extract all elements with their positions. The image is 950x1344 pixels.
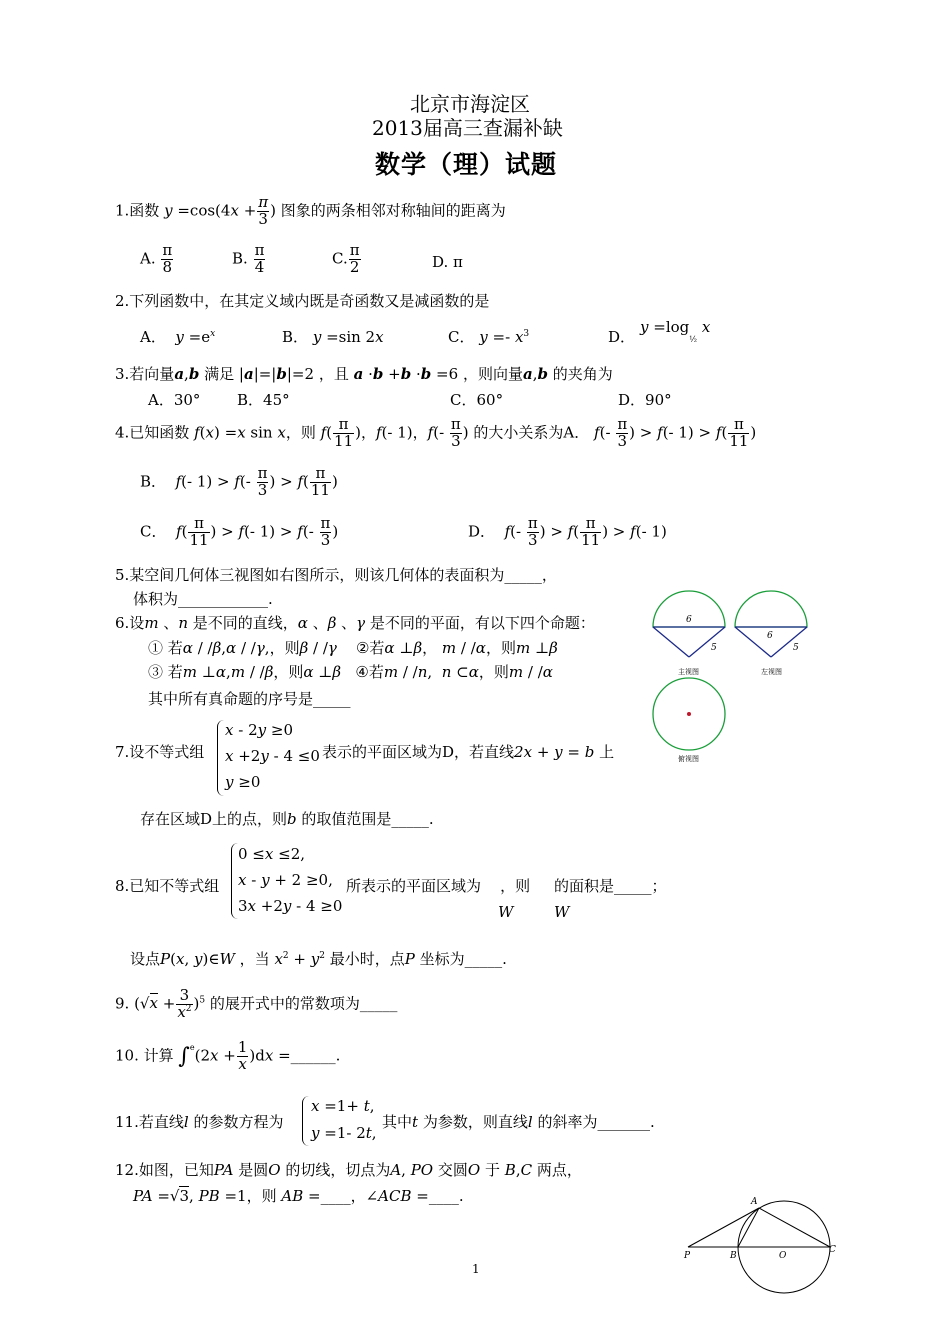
q8-brace (231, 843, 238, 919)
q3-option-a: A．30° (148, 391, 201, 409)
q7-label: 7.设不等式组 (115, 743, 205, 761)
page-number: 1 (472, 1262, 480, 1276)
q8-label: 8.已知不等式组 (115, 877, 220, 895)
front-view-label: 主视图 (678, 668, 699, 676)
q7-brace (217, 720, 224, 796)
q8-ineq-1: 0 ≤x ≤2, (238, 845, 306, 863)
q11-eq-1: x =1+ t, (311, 1097, 375, 1115)
q7-ineq-3: y ≥0 (225, 773, 261, 791)
q2-option-d: D． (608, 328, 636, 346)
question-1: 1.函数 y =cos(4x + $\frac{\pi}{3}$ ) 图象的两条相邻对称轴间的距离为 (115, 193, 506, 228)
q8-ineq-3: 3x +2y - 4 ≥0 (238, 897, 343, 915)
point-b-label: B (730, 1251, 737, 1261)
point-a-label: A (751, 1197, 758, 1207)
question-12-line2: PA =√3, PB =1，则 AB =____，∠ACB =____. (133, 1187, 464, 1205)
q11-brace (302, 1096, 309, 1146)
q6-prop-1-2: ① 若α / /β,α / /γ,，则β / /γ ②若α ⊥β， m / /α，则m ⊥β (148, 639, 558, 657)
district: 北京市海淀区 (410, 92, 530, 116)
q1-option-a: A. $\frac{\pi}{8}$ (140, 241, 173, 276)
question-5-line1: 5.某空间几何体三视图如右图所示，则该几何体的表面积为_____， (115, 566, 557, 584)
q6-prop-3-4: ③ 若m ⊥α,m / /β，则α ⊥β ④若m / /n, n ⊂α，则m / /α (148, 663, 553, 681)
q7-line2: 存在区域D上的点，则b 的取值范围是_____. (140, 810, 434, 828)
question-6: 6.设m 、n 是不同的直线，α 、β 、γ 是不同的平面，有以下四个命题： (115, 614, 595, 632)
question-12-line1: 12.如图，已知PA 是圆O 的切线，切点为A, PO 交圆O 于 B,C 两点， (115, 1161, 582, 1179)
q8-ineq-2: x - y + 2 ≥0, (238, 871, 333, 889)
q3-option-d: D．90° (618, 391, 672, 409)
q3-option-b: B．45° (237, 391, 290, 409)
q1-option-d: D. π (432, 253, 463, 271)
q3-option-c: C．60° (450, 391, 504, 409)
circle-tangent-figure (676, 1190, 846, 1295)
top-view (653, 678, 725, 763)
q11-eq-2: y =1- 2t, (311, 1124, 377, 1142)
side-slant-label: 5 (793, 643, 799, 653)
top-view-label: 俯视图 (678, 755, 699, 763)
q4-option-d: D． f(- $\frac{\pi}{3}$ ) > f( $\frac{\pi}{11}$ ) > f(- 1) (468, 514, 667, 549)
q2-option-d-formula: $y =\log_{\frac{1}{2}}$ x (640, 318, 711, 344)
question-9: 9. (√x + $\frac{3}{x^2}$ )$^5$ 的展开式中的常数项为_____ (115, 986, 398, 1021)
q2-option-a: A． $y =e^x$ (140, 328, 216, 346)
point-c-label: C (829, 1245, 836, 1255)
question-5-line2: 体积为____________. (133, 590, 273, 608)
q1-label: 1.函数 (115, 201, 160, 220)
question-4: 4.已知函数 f(x) =x sin x，则 f( $\frac{\pi}{11}$ )，f(- 1)，f(- $\frac{\pi}{3}$ ) 的大小关系为A． f(- $\frac{\pi}{3}$ ) > f(- 1) > f( $\frac{\pi}{11}$ ) (115, 415, 757, 450)
q7-text: 表示的平面区域为D，若直线2x + y = b 上 (322, 743, 615, 761)
q11-label: 11.若直线l 的参数方程为 (115, 1113, 284, 1131)
side-view-label: 左视图 (761, 668, 782, 676)
q8-region-2: W (554, 903, 570, 921)
point-o-label: O (779, 1251, 787, 1261)
edition: 2013届高三查漏补缺 (372, 116, 563, 140)
point-p-label: P (684, 1251, 691, 1261)
q1-option-c: C. $\frac{\pi}{2}$ (332, 241, 360, 276)
q1-text: 图象的两条相邻对称轴间的距离为 (280, 201, 506, 220)
front-view (653, 591, 725, 676)
q1-option-b: B. $\frac{\pi}{4}$ (232, 241, 265, 276)
q4-option-c: C． f( $\frac{\pi}{11}$ ) > f(- 1) > f(- $\frac{\pi}{3}$ ) (140, 514, 339, 549)
q7-ineq-1: x - 2y ≥0 (225, 721, 293, 739)
question-10: 10. 计算 ∫$^e$(2x + $\frac{1}{x}$ )dx =______. (115, 1038, 341, 1073)
q7-ineq-2: x +2y - 4 ≤0 (225, 747, 320, 765)
q2-option-b: B． y =sin 2x (282, 328, 384, 346)
q2-option-c: C． $y =- x^3$ (448, 328, 530, 346)
question-3: 3.若向量a,b 满足 |a|=|b|=2 ，且 a ·b +b ·b =6 ，则向量a,b 的夹角为 (115, 365, 613, 383)
side-view (735, 591, 807, 676)
q6-ask: 其中所有真命题的序号是_____ (148, 690, 351, 708)
q4-option-b: B． f(- 1) > f(- $\frac{\pi}{3}$ ) > f( $\frac{\pi}{11}$ ) (140, 464, 338, 499)
page-title: 数学（理）试题 (375, 150, 558, 179)
three-view-figure (645, 585, 815, 770)
front-width-label: 6 (686, 615, 692, 625)
front-slant-label: 5 (711, 643, 717, 653)
q11-text: 其中t 为参数，则直线l 的斜率为_______. (382, 1113, 655, 1131)
q8-text: 所表示的平面区域为 ，则 的面积是_____； (346, 877, 667, 895)
question-2: 2.下列函数中，在其定义域内既是奇函数又是减函数的是 (115, 292, 490, 310)
side-width-label: 6 (767, 631, 773, 641)
q8-line2: 设点P(x, y)∈W ，当 $x^2 + y^2$ 最小时，点P 坐标为_____. (130, 950, 507, 968)
q8-region-1: W (498, 903, 514, 921)
